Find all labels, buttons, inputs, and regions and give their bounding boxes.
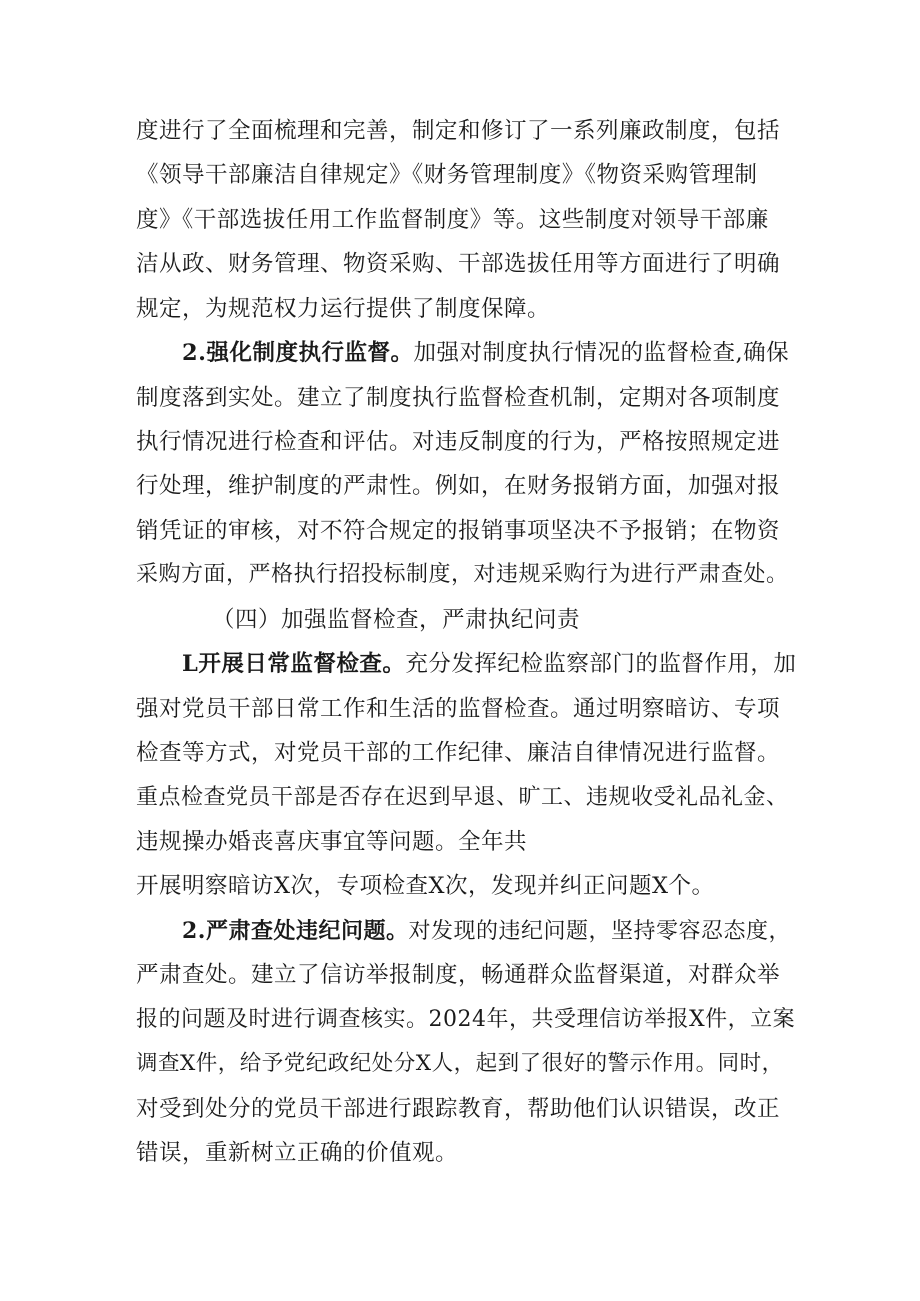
paragraph-4-line-4: 调查X件，给予党纪政纪处分X人，起到了很好的警示作用。同时， — [136, 1051, 784, 1076]
paragraph-2-line-6: 采购方面，严格执行招投标制度，对违规采购行为进行严肃查处。 — [136, 562, 789, 587]
paragraph-4-line-5: 对受到处分的党员干部进行跟踪教育，帮助他们认识错误，改正 — [136, 1096, 781, 1122]
paragraph-4-line-1 — [182, 916, 796, 947]
paragraph-2-line-1-text: 加强对制度执行情况的监督检查,确保 — [413, 340, 790, 366]
paragraph-4-lead: 2.严肃查处违纪问题。 — [182, 918, 409, 944]
paragraph-1-line-5: 规定，为规范权力运行提供了制度保障。 — [136, 296, 551, 322]
paragraph-1-line-4: 洁从政、财务管理、物资采购、干部选拔任用等方面进行了明确 — [136, 251, 781, 277]
paragraph-3-line-3: 检查等方式，对党员干部的工作纪律、廉洁自律情况进行监督。 — [136, 740, 781, 766]
paragraph-2-line-2: 制度落到实处。建立了制度执行监督检查机制，定期对各项制度 — [136, 385, 781, 411]
paragraph-3-line-1 — [182, 649, 796, 679]
paragraph-2-line-1 — [182, 338, 796, 368]
paragraph-4-line-6: 错误，重新树立正确的价值观。 — [136, 1140, 459, 1166]
paragraph-2-line-3: 执行情况进行检查和评估。对违反制度的行为，严格按照规定进 — [136, 429, 781, 455]
paragraph-4-line-2: 严肃查处。建立了信访举报制度，畅通群众监督渠道，对群众举 — [136, 962, 781, 988]
section-heading: （四）加强监督检查，严肃执纪问责 — [212, 607, 581, 633]
paragraph-1-line-2: 《领导干部廉洁自律规定》《财务管理制度》《物资采购管理制 — [136, 162, 758, 188]
paragraph-3-lead: L开展日常监督检查。 — [182, 651, 406, 677]
paragraph-3-line-5: 违规操办婚丧喜庆事宜等问题。全年共 — [136, 829, 528, 855]
paragraph-3-line-6: 开展明察暗访X次，专项检查X次，发现并纠正问题X个。 — [136, 873, 715, 899]
paragraph-4-line-1-text: 对发现的违纪问题，坚持零容忍态度， — [408, 919, 791, 944]
paragraph-1-line-3: 度》《干部选拔任用工作监督制度》等。这些制度对领导干部廉 — [136, 207, 769, 233]
paragraph-4-line-3: 报的问题及时进行调查核实。2024年，共受理信访举报X件，立案 — [136, 1007, 796, 1032]
paragraph-3-line-4: 重点检查党员干部是否存在迟到早退、旷工、违规收受礼品礼金、 — [136, 785, 789, 810]
paragraph-2-line-4: 行处理，维护制度的严肃性。例如，在财务报销方面，加强对报 — [136, 473, 781, 499]
paragraph-3-line-2: 强对党员干部日常工作和生活的监督检查。通过明察暗访、专项 — [136, 696, 781, 722]
paragraph-3-line-1-text: 充分发挥纪检监察部门的监督作用，加 — [405, 651, 797, 677]
paragraph-1-line-1: 度进行了全面梳理和完善，制定和修订了一系列廉政制度，包括 — [136, 118, 781, 144]
paragraph-2-lead: 2.强化制度执行监督。 — [182, 340, 414, 366]
paragraph-2-line-5: 销凭证的审核，对不符合规定的报销事项坚决不予报销；在物资 — [136, 518, 781, 544]
